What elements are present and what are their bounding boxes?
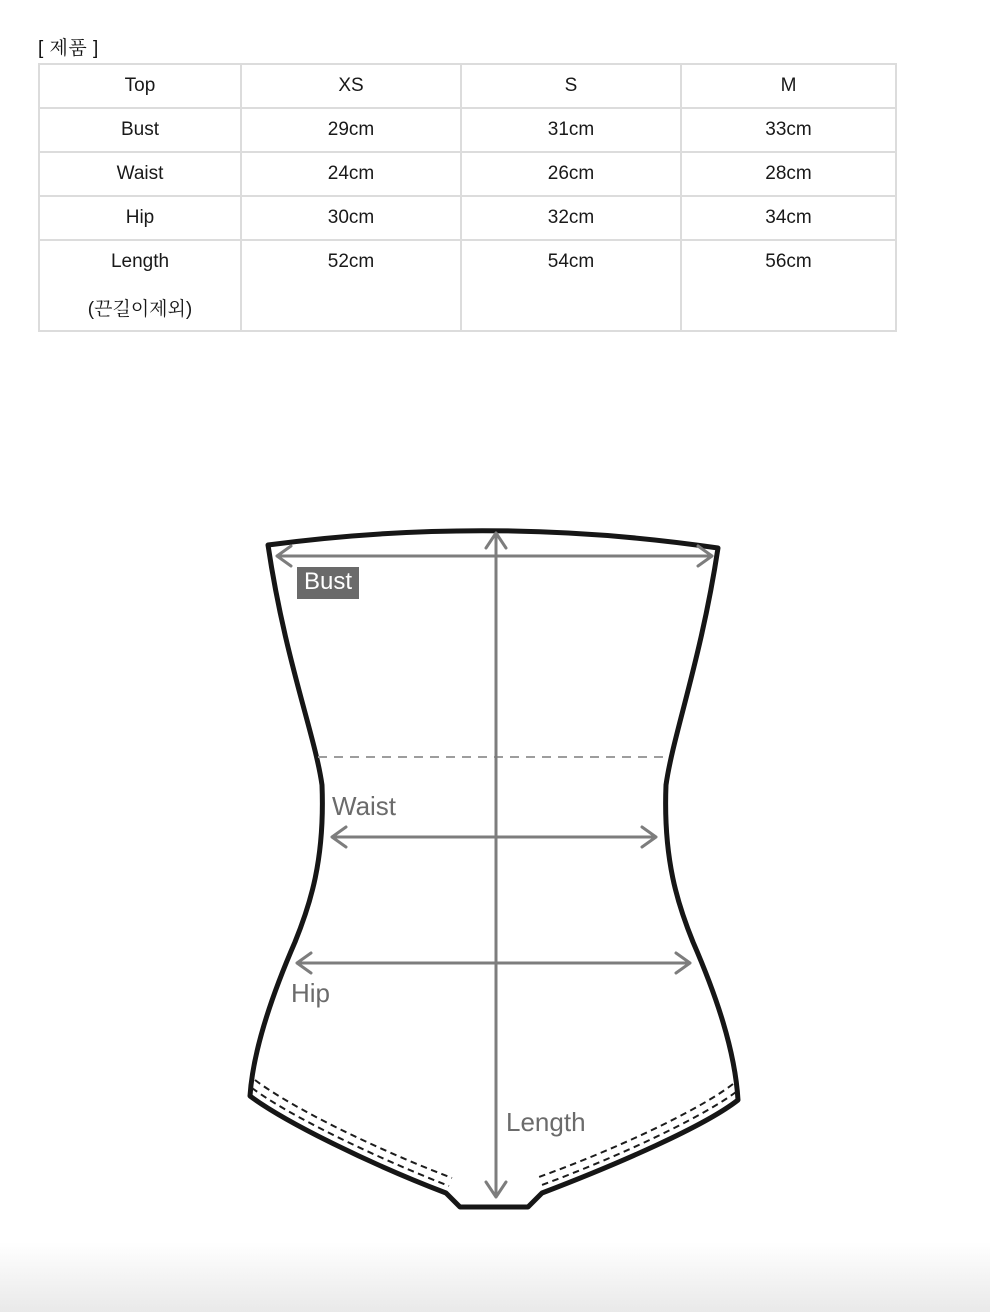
size-col-header-xs: XS (242, 65, 460, 107)
size-row-label: Waist (40, 153, 240, 195)
size-value-cell: 52cm (242, 241, 460, 330)
size-row-label-sub: (끈길이제외) (87, 299, 193, 320)
size-row-label-main: Length (110, 251, 170, 272)
size-table-header-row (40, 65, 895, 107)
garment-outline (250, 531, 738, 1207)
size-value-cell: 29cm (242, 109, 460, 151)
size-col-header-s: S (462, 65, 680, 107)
garment-diagram-canvas (0, 470, 990, 1270)
size-row-label: Hip (40, 197, 240, 239)
size-value-cell: 33cm (682, 109, 895, 151)
bust-label: Bust (297, 567, 359, 599)
size-col-header-m: M (682, 65, 895, 107)
size-value-cell: 54cm (462, 241, 680, 330)
product-section-title: [ 제품 ] (38, 38, 99, 59)
size-value-cell: 56cm (682, 241, 895, 330)
size-value-cell: 32cm (462, 197, 680, 239)
table-row-bust (40, 109, 895, 151)
hip-label: Hip (291, 978, 331, 1008)
waist-label: Waist (332, 791, 397, 821)
table-row-hip (40, 197, 895, 239)
size-value-cell: 28cm (682, 153, 895, 195)
size-value-cell: 30cm (242, 197, 460, 239)
size-value-cell: 26cm (462, 153, 680, 195)
table-row-waist (40, 153, 895, 195)
size-value-cell: 34cm (682, 197, 895, 239)
size-row-label (40, 241, 240, 330)
size-value-cell: 31cm (462, 109, 680, 151)
garment-measurement-diagram (0, 470, 990, 1270)
table-row-length (40, 241, 895, 330)
bottom-fade-gradient (0, 1242, 990, 1312)
size-row-label: Bust (40, 109, 240, 151)
size-value-cell: 24cm (242, 153, 460, 195)
size-table (38, 63, 897, 332)
size-col-header-top: Top (40, 65, 240, 107)
length-label: Length (506, 1107, 586, 1137)
